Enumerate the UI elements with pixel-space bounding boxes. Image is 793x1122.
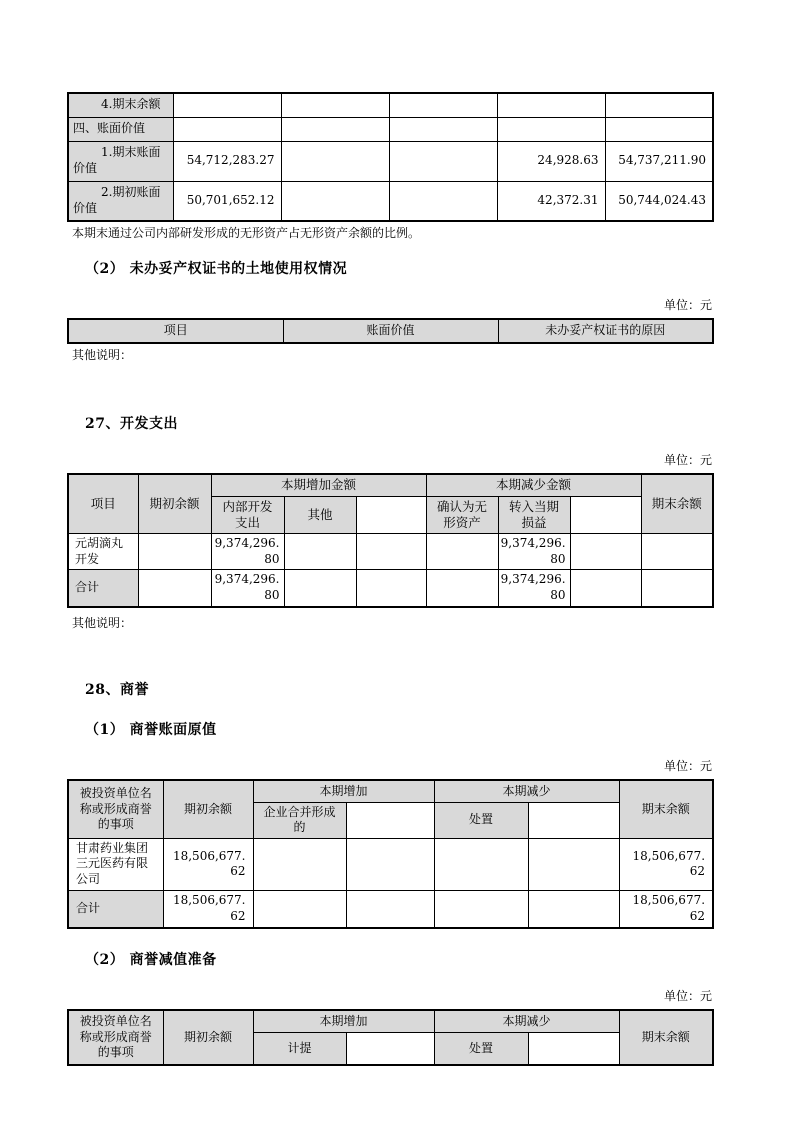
heading-goodwill-impairment: （2） 商誉减值准备 [85,952,217,969]
cell: 9,374,296.80 [211,570,284,607]
cell [346,838,434,890]
carrying-value-table [67,92,714,222]
heading-dev-expense: 27、开发支出 [85,416,178,433]
cell [570,570,641,607]
ratio-note: 本期末通过公司内部研发形成的无形资产占无形资产余额的比例。 [72,226,421,240]
other-notes-label: 其他说明： [72,615,133,630]
cell [284,534,356,570]
cell [281,141,389,181]
row-label: 2.期初账面价值 [68,181,173,221]
col-header-closing-balance: 期末余额 [619,780,713,838]
cell: 18,506,677.62 [163,838,253,890]
cell [641,570,713,607]
table-header-row [68,1010,713,1032]
col-header-blank [528,1032,619,1065]
cell: 9,374,296.80 [498,570,570,607]
col-header-blank [528,802,619,838]
cell [389,93,497,117]
row-label: 甘肃药业集团三元医药有限公司 [68,838,163,890]
col-header-disposal: 处置 [434,802,528,838]
cell [528,838,619,890]
cell [253,838,346,890]
cell [253,890,346,928]
col-header-blank [570,496,641,534]
col-header-opening-balance: 期初余额 [163,1010,253,1065]
cell [426,534,498,570]
cell [284,570,356,607]
heading-goodwill: 28、商誉 [85,682,149,699]
cell: 50,744,024.43 [605,181,713,221]
col-header-reason: 未办妥产权证书的原因 [498,319,713,343]
cell [356,570,426,607]
col-group-increase: 本期增加 [253,780,434,802]
col-group-increase: 本期增加金额 [211,474,426,496]
col-header-item: 项目 [68,474,138,534]
col-group-decrease: 本期减少 [434,1010,619,1032]
heading-land-use-rights: （2） 未办妥产权证书的土地使用权情况 [85,260,348,277]
col-header-provision: 计提 [253,1032,346,1065]
table-header-row [68,319,713,343]
cell [281,117,389,141]
cell: 18,506,677.62 [619,838,713,890]
cell [138,570,211,607]
col-group-increase: 本期增加 [253,1010,434,1032]
col-header-closing-balance: 期末余额 [641,474,713,534]
col-header-investee: 被投资单位名称或形成商誉的事项 [68,780,163,838]
table-row [68,181,713,221]
cell: 50,701,652.12 [173,181,281,221]
col-header-recognized-intangible: 确认为无形资产 [426,496,498,534]
cell [389,181,497,221]
cell [605,117,713,141]
row-label: 四、账面价值 [68,117,173,141]
col-header-investee: 被投资单位名称或形成商誉的事项 [68,1010,163,1065]
cell: 18,506,677.62 [619,890,713,928]
cell [426,570,498,607]
table-row [68,93,713,117]
table-row [68,117,713,141]
cell [605,93,713,117]
col-header-item: 项目 [68,319,283,343]
unit-label: 单位：元 [663,453,712,468]
cell [528,890,619,928]
row-label: 4.期末余额 [68,93,173,117]
table-row [68,141,713,181]
cell: 18,506,677.62 [163,890,253,928]
cell [281,181,389,221]
table-header-row [68,474,713,496]
col-header-closing-balance: 期末余额 [619,1010,713,1065]
table-header-row [68,780,713,802]
cell [138,534,211,570]
cell: 42,372.31 [497,181,605,221]
cell: 54,737,211.90 [605,141,713,181]
table-row-total [68,890,713,928]
cell [434,838,528,890]
col-header-carrying-value: 账面价值 [283,319,498,343]
cell [641,534,713,570]
col-header-transferred-pl: 转入当期损益 [498,496,570,534]
row-label: 1.期末账面价值 [68,141,173,181]
col-header-blank [356,496,426,534]
heading-goodwill-original: （1） 商誉账面原值 [85,722,217,739]
col-header-blank [346,1032,434,1065]
row-label: 元胡滴丸开发 [68,534,138,570]
cell [497,117,605,141]
cell: 9,374,296.80 [498,534,570,570]
col-group-decrease: 本期减少金额 [426,474,641,496]
cell [389,141,497,181]
unit-label: 单位：元 [663,297,712,312]
cell [497,93,605,117]
col-header-disposal: 处置 [434,1032,528,1065]
cell: 9,374,296.80 [211,534,284,570]
table-row [68,838,713,890]
unit-label: 单位：元 [663,989,712,1004]
table-row-total [68,570,713,607]
cell [173,93,281,117]
col-header-business-merger: 企业合并形成的 [253,802,346,838]
col-header-blank [346,802,434,838]
col-header-opening-balance: 期初余额 [163,780,253,838]
cell [389,117,497,141]
col-header-internal-dev: 内部开发支出 [211,496,284,534]
cell [570,534,641,570]
col-header-opening-balance: 期初余额 [138,474,211,534]
col-header-other: 其他 [284,496,356,534]
col-group-decrease: 本期减少 [434,780,619,802]
page-content [67,92,712,1066]
cell [346,890,434,928]
land-use-table [67,318,714,344]
cell: 24,928.63 [497,141,605,181]
goodwill-original-table [67,779,714,929]
table-row [68,534,713,570]
cell: 54,712,283.27 [173,141,281,181]
row-label-total: 合计 [68,570,138,607]
cell [173,117,281,141]
cell [356,534,426,570]
other-notes-label: 其他说明： [72,347,133,362]
row-label-total: 合计 [68,890,163,928]
goodwill-impairment-table [67,1009,714,1066]
cell [281,93,389,117]
dev-expense-table [67,473,714,607]
unit-label: 单位：元 [663,759,712,774]
cell [434,890,528,928]
